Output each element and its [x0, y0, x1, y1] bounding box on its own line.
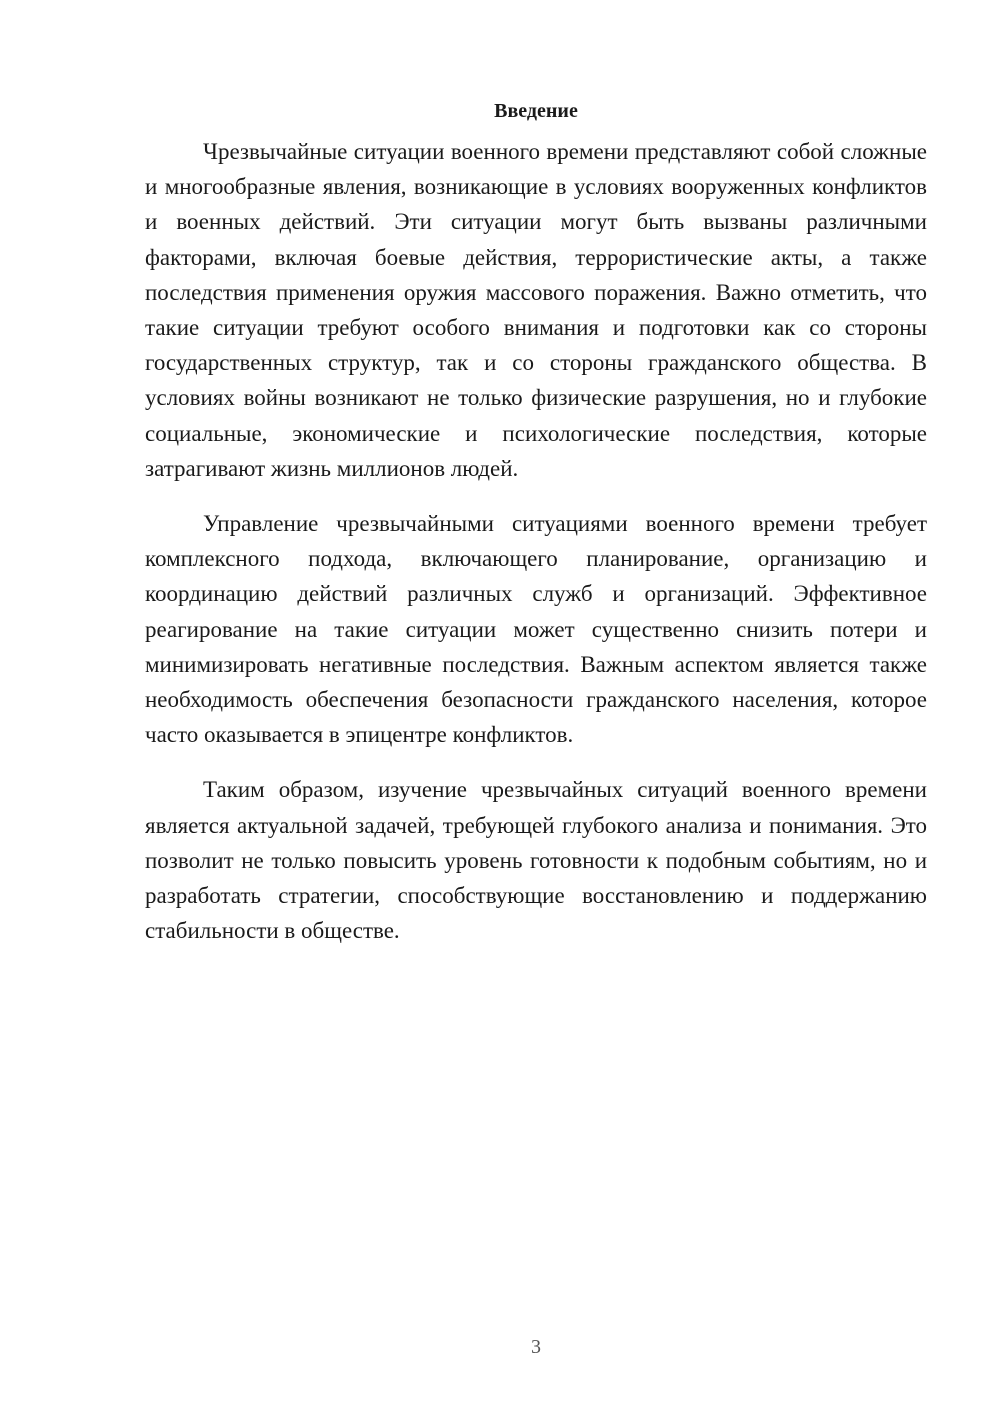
- paragraph-1: Чрезвычайные ситуации военного времени представляют собой сложные и многообразные явления, возникающие в условиях вооруженных конфликтов и военных действий. Эти ситуации могут быть вызваны различными факторами, включая боевые действия, террористические акты, а также последствия применения оружия массового поражения. Важно отметить, что такие ситуации требуют особого внимания и подготовки как со стороны государственных структур, так и со стороны гражданского общества. В условиях войны возникают не только физические разрушения, но и глубокие социальные, экономические и психологические последствия, которые затрагивают жизнь миллионов людей.: [145, 139, 927, 481]
- document-body: [145, 98, 927, 948]
- section-title: Введение: [494, 100, 578, 122]
- page-number: 3: [531, 1336, 541, 1358]
- page-number-footer: [0, 1335, 1000, 1359]
- paragraph-2: Управление чрезвычайными ситуациями военного времени требует комплексного подхода, включающего планирование, организацию и координацию действий различных служб и организаций. Эффективное реагирование на такие ситуации может существенно снизить потери и минимизировать негативные последствия. Важным аспектом является также необходимость обеспечения безопасности гражданского населения, которое часто оказывается в эпицентре конфликтов.: [145, 511, 927, 748]
- paragraph-3: Таким образом, изучение чрезвычайных ситуаций военного времени является актуальной задачей, требующей глубокого анализа и понимания. Это позволит не только повысить уровень готовности к подобным событиям, но и разработать стратегии, способствующие восстановлению и поддержанию стабильности в обществе.: [145, 777, 927, 944]
